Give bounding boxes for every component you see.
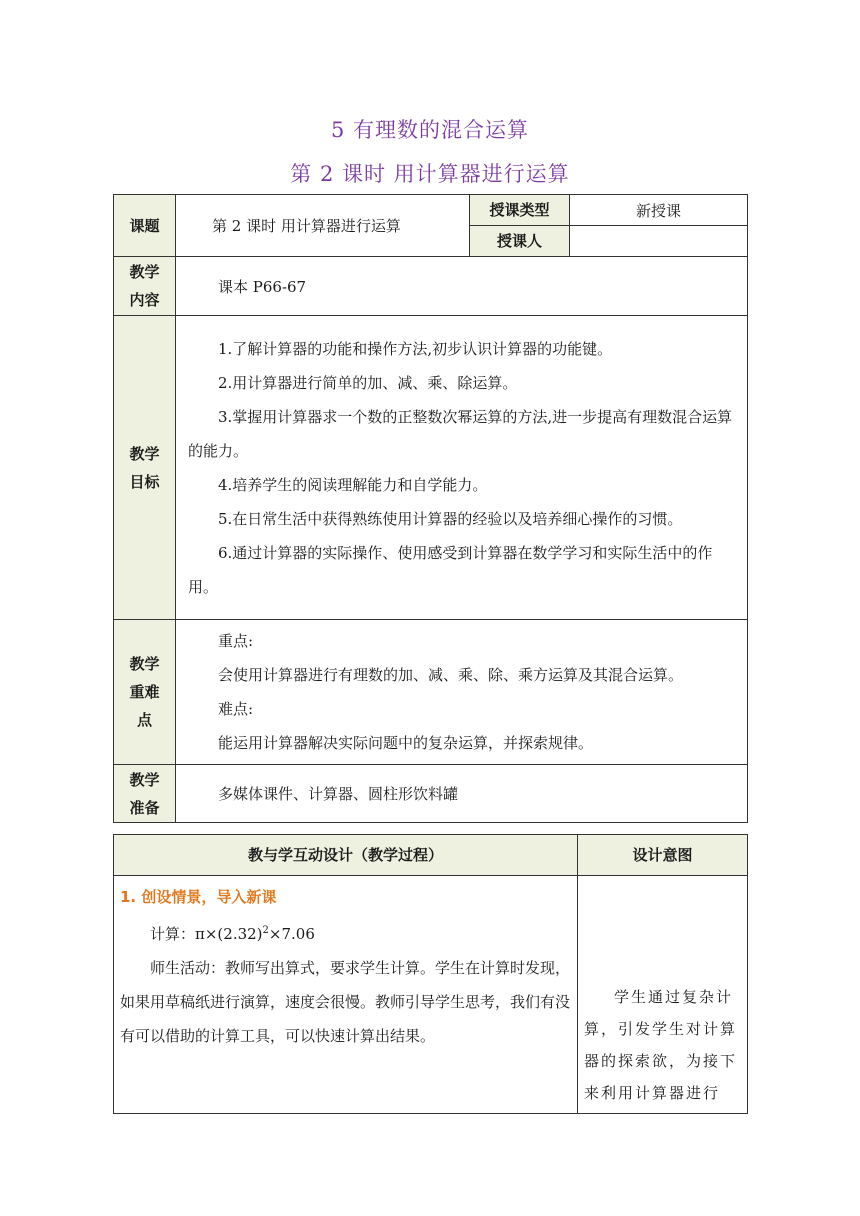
lesson-type-label: 授课类型 <box>470 195 570 226</box>
goal-item: 5.在日常生活中获得熟练使用计算器的经验以及培养细心操作的习惯。 <box>218 509 683 528</box>
teacher-label: 授课人 <box>470 226 570 257</box>
lesson-subtitle: 第 2 课时 用计算器进行运算 <box>290 162 570 186</box>
key-text: 会使用计算器进行有理数的加、减、乘、除、乘方运算及其混合运算。 <box>218 666 684 684</box>
topic-value: 第 2 课时 用计算器进行运算 <box>176 195 470 257</box>
key-title: 重点: <box>218 632 254 650</box>
lesson-info-table <box>113 194 748 823</box>
design-intent: 学生通过复杂计算，引发学生对计算器的探索欲，为接下来利用计算器进行 <box>578 876 748 1114</box>
content-value: 课本 P66-67 <box>176 257 748 316</box>
process-content <box>114 876 578 1114</box>
prep-value: 多媒体课件、计算器、圆柱形饮料罐 <box>176 765 748 823</box>
keypoints-label: 教学 重难 点 <box>114 620 176 765</box>
content-label: 教学 内容 <box>114 257 176 316</box>
topic-label: 课题 <box>114 195 176 257</box>
goal-item: 1.了解计算器的功能和操作方法,初步认识计算器的功能键。 <box>218 339 613 358</box>
teacher-value <box>570 226 748 257</box>
goal-item: 4.培养学生的阅读理解能力和自学能力。 <box>218 475 488 494</box>
goal-item: 2.用计算器进行简单的加、减、乘、除运算。 <box>218 373 518 392</box>
lesson-title: 5 有理数的混合运算 <box>330 118 530 142</box>
section-title: 1. 创设情景，导入新课 <box>120 888 277 906</box>
goal-item: 6.通过计算器的实际操作、使用感受到计算器在数学学习和实际生活中的作用。 <box>188 543 713 596</box>
prep-label: 教学 准备 <box>114 765 176 823</box>
keypoints-content <box>176 620 748 765</box>
goals-list <box>176 316 748 620</box>
difficult-title: 难点: <box>218 700 254 718</box>
intent-header: 设计意图 <box>578 835 748 876</box>
calc-expression: 计算：$\pi\times(2.32)^2\times 7.06$ <box>150 925 315 943</box>
teaching-process-table <box>113 834 748 1114</box>
goals-label: 教学 目标 <box>114 316 176 620</box>
process-header: 教与学互动设计（教学过程） <box>114 835 578 876</box>
teacher-student-activity: 师生活动：教师写出算式，要求学生计算。学生在计算时发现，如果用草稿纸进行演算，速度会很慢。教师引导学生思考，我们有没有可以借助的计算工具，可以快速计算出结果。 <box>120 959 571 1045</box>
goal-item: 3.掌握用计算器求一个数的正整数次幂运算的方法,进一步提高有理数混合运算的能力。 <box>188 407 733 460</box>
lesson-type-value: 新授课 <box>570 195 748 226</box>
difficult-text: 能运用计算器解决实际问题中的复杂运算，并探索规律。 <box>218 734 594 752</box>
